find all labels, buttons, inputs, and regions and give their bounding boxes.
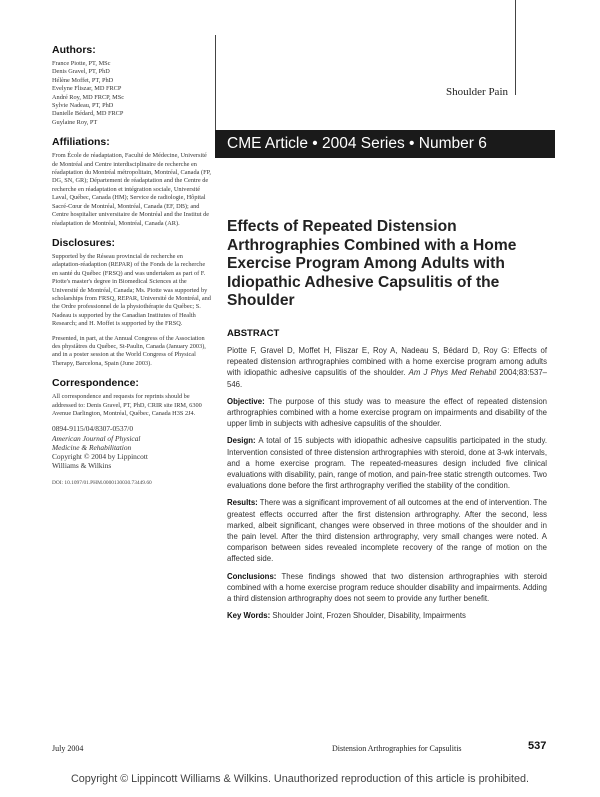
disclosures-heading: Disclosures:	[52, 236, 116, 249]
abstract	[227, 345, 547, 621]
correspondence-section	[52, 377, 212, 486]
journal-name: American Journal of Physical	[52, 433, 141, 443]
abstract-objective: Objective: The purpose of this study was to measure the effect of repeated distension arthrographies combined with a home exercise program on impairments and disability of the upper limb in subjects with adhesive capsulitis of the shoulder.	[227, 396, 547, 429]
journal-copyright: Copyright © 2004 by Lippincott	[52, 452, 148, 462]
affiliations-section	[52, 136, 212, 228]
article-main	[227, 218, 547, 627]
author-item: Denis Gravel, PT, PhD	[52, 68, 110, 76]
author-item: Hélène Moffet, PT, PhD	[52, 76, 114, 84]
issn: 0894-9115/04/8307-0537/0	[52, 424, 134, 434]
journal-info	[52, 424, 212, 470]
author-item: Guylaine Roy, PT	[52, 118, 98, 126]
abstract-results: Results: There was a significant improvement of all outcomes at the end of intervention. The greatest effects occurred after the first distension arthrography. After the second, less marked, albeit significant, changes were observed in three motions of the shoulder and in the pain level. After the third distension arthrography, very small changes were noted. A comparison between sides revealed incomplete recovery of the range of motion on the affected side.	[227, 498, 547, 564]
disclosures-section	[52, 237, 212, 368]
cme-banner: CME Article • 2004 Series • Number 6	[215, 130, 555, 158]
vertical-rule-left	[215, 35, 216, 130]
abstract-heading: ABSTRACT	[227, 327, 280, 339]
authors-section	[52, 44, 212, 127]
page-number: 537	[528, 740, 547, 752]
sidebar	[52, 44, 212, 495]
journal-name-2: Medicine & Rehabilitation	[52, 442, 132, 452]
footer-date: July 2004	[52, 744, 84, 753]
affiliations-text: From École de réadaptation, Faculté de Médecine, Université de Montréal and Centre interdisciplinaire de recherche en réadaptation du Montréal métropolitain, Montréal, Canada (FP, DG, SN, GR); Département de réadaptation and the Centre de recherche en réadaptation et intégration sociale, Université Laval, Québec, Canada (HM); Service de radiologie, Hôpital Sacré-Cœur de Montréal, Montréal, Canada (EF, DB); and Centre hospitalier universitaire de Montréal and the Institut de réadaptation de Montréal, Montréal, Canada (AR).	[52, 152, 211, 227]
authors-list	[52, 60, 212, 127]
journal-copyright-2: Williams & Wilkins	[52, 461, 112, 471]
disclosures-funding: Supported by the Réseau provincial de recherche en adaptation-réadaption (REPAR) of the Fonds de la recherche en santé du Québec (FRSQ) and was undertaken as part of F. Piotte's master's degree in Biomedical Sciences at the Université de Montréal, Canada; Ms. Piotte was supported by scholarships from FRSQ, REPAR, Université de Montréal, and the Ordre professionnel de la physiothérapie du Québec; S. Nadeau is supported by the Canadian Institutes of Health Research; and H. Moffet is supported by the FRSQ.	[52, 252, 211, 328]
author-item: France Piotte, PT, MSc	[52, 60, 111, 67]
copyright-notice: Copyright © Lippincott Williams & Wilkins. Unauthorized reproduction of this article is prohibited.	[70, 773, 530, 785]
disclosures-presented: Presented, in part, at the Annual Congress of the Association des physiâtres du Québec, St-Paulin, Canada (January 2003), and in a poster session at the World Congress of Physical Therapy, Barcelona, Spain (June 2003).	[52, 334, 206, 367]
correspondence-text: All correspondence and requests for reprints should be addressed to: Denis Gravel, PT, PhD, CRIR site IRM, 6300 Avenue Darlington, Montréal, Québec, Canada H3S 2J4.	[52, 393, 202, 417]
doi: DOI: 10.1097/01.PHM.0000130030.73449.60	[52, 480, 152, 487]
affiliations-heading: Affiliations:	[52, 136, 110, 149]
vertical-rule-right	[515, 0, 516, 95]
abstract-keywords: Key Words: Shoulder Joint, Frozen Shoulder, Disability, Impairments	[227, 611, 466, 621]
citation-ref: 2004;83:537–546.	[227, 368, 548, 389]
footer-running-title: Distension Arthrographies for Capsulitis	[332, 744, 462, 753]
author-item: Evelyne Fliszar, MD FRCP	[52, 85, 122, 93]
abstract-conclusions: Conclusions: These findings showed that two distension arthrographies with steroid combined with a home exercise program reduce shoulder disability and impairments. Adding a third distension arthrography does not seem to provide any further benefit.	[227, 571, 547, 604]
abstract-citation: Piotte F, Gravel D, Moffet H, Fliszar E, Roy A, Nadeau S, Bédard D, Roy G: Effects of repeated distension arthrographies combined with a home exercise program among adults with idiopathic adhesive capsulitis of the shoulder. Am J Phys Med Rehabil 2004;83:537–546.	[227, 345, 548, 389]
running-head: Shoulder Pain	[445, 86, 508, 98]
correspondence-heading: Correspondence:	[52, 377, 139, 390]
author-item: Sylvie Nadeau, PT, PhD	[52, 102, 114, 110]
abstract-design: Design: A total of 15 subjects with idiopathic adhesive capsulitis participated in the study. Intervention consisted of three distension arthrographies with steroid, done at 3-wk intervals, and a home exercise program. The repeated-measures design included five clinical evaluations with disability, pain, range of motion, and pain-free static strength outcomes. Two evaluations done before the first arthrography verified the stability of the condition.	[227, 436, 547, 491]
article-title: Effects of Repeated Distension Arthrographies Combined with a Home Exercise Program Among Adults with Idiopathic Adhesive Capsulitis of the Shoulder	[227, 218, 517, 310]
author-item: André Roy, MD FRCP, MSc	[52, 93, 125, 101]
authors-heading: Authors:	[52, 44, 96, 56]
author-item: Danielle Bédard, MD FRCP	[52, 110, 124, 118]
citation-journal: Am J Phys Med Rehabil	[408, 368, 497, 378]
